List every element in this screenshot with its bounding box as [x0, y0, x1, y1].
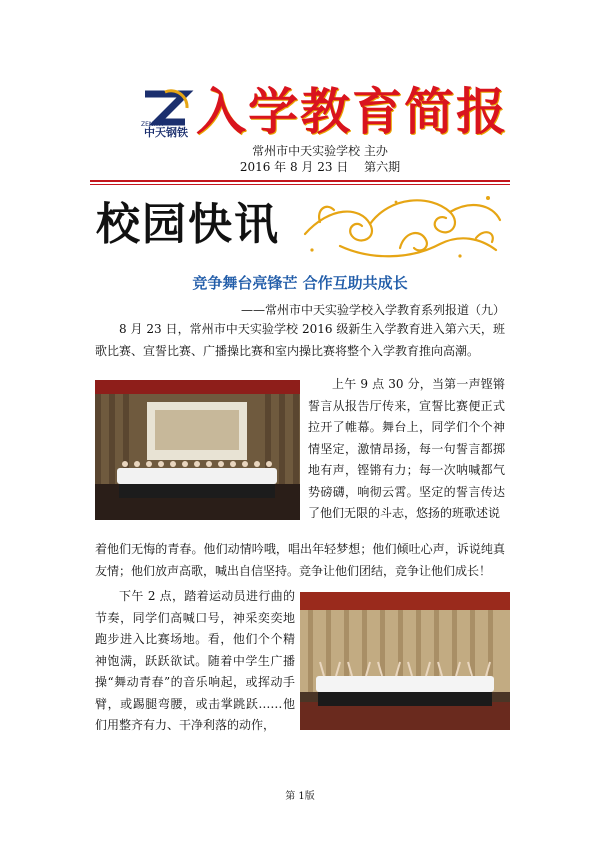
article-headline: 竞争舞台亮锋芒 合作互助共成长 — [192, 274, 408, 292]
issue-line — [0, 159, 600, 175]
article-paragraph-3: 下午 2 点，踏着运动员进行曲的节奏，同学们高喊口号，神采奕奕地跑步进入比赛场地。看，他们个个精神饱满，跃跃欲试。随着中学生广播操“舞动青春”的音乐响起，或挥动手臂，或踢腿弯腰，或击掌跳跃……他们用整齐有力、干净利落的动作， — [95, 589, 295, 732]
masthead-title: 入学教育简报 — [196, 82, 508, 141]
article-subhead: ——常州市中天实验学校入学教育系列报道（九） — [240, 303, 505, 317]
photo-oath-contest — [95, 380, 300, 520]
logo-brand: 中天钢铁 — [144, 126, 188, 139]
section-title: 校园快讯 — [96, 199, 280, 250]
article-paragraph-2-continued: 着他们无悔的青春。他们动情吟哦，唱出年轻梦想；他们倾吐心声，诉说纯真友情；他们放声高歌，喊出自信坚持。竞争让他们团结，竞争让他们成长！ — [95, 542, 505, 578]
decorative-swirl-ornament — [300, 186, 505, 266]
issue-number: 第六期 — [364, 160, 401, 174]
photo-broadcast-exercise — [300, 592, 510, 730]
header-rule-thin — [90, 184, 510, 185]
issue-date: 2016 年 8 月 23 日 — [239, 160, 349, 174]
logo-mark-text: ZENITH — [141, 121, 164, 128]
header-rule-thick — [90, 180, 510, 182]
article-paragraph-2-side: 上午 9 点 30 分，当第一声铿锵誓言从报告厅传来，宣誓比赛便正式拉开了帷幕。舞台上，同学们个个神情坚定，激情昂扬，每一句誓言都掷地有声，铿锵有力；每一次呐喊都气势磅礴，响彻云霄。坚定的誓言传达了他们无限的斗志，悠扬的班歌述说 — [308, 377, 505, 520]
publisher: 常州市中天实验学校 主办 — [252, 144, 388, 158]
page-number: 第 1版 — [285, 791, 315, 802]
article-paragraph-1: 8 月 23 日，常州市中天实验学校 2016 级新生入学教育进入第六天，班歌比赛、宣誓比赛、广播操比赛和室内操比赛将整个入学教育推向高潮。 — [95, 322, 505, 358]
